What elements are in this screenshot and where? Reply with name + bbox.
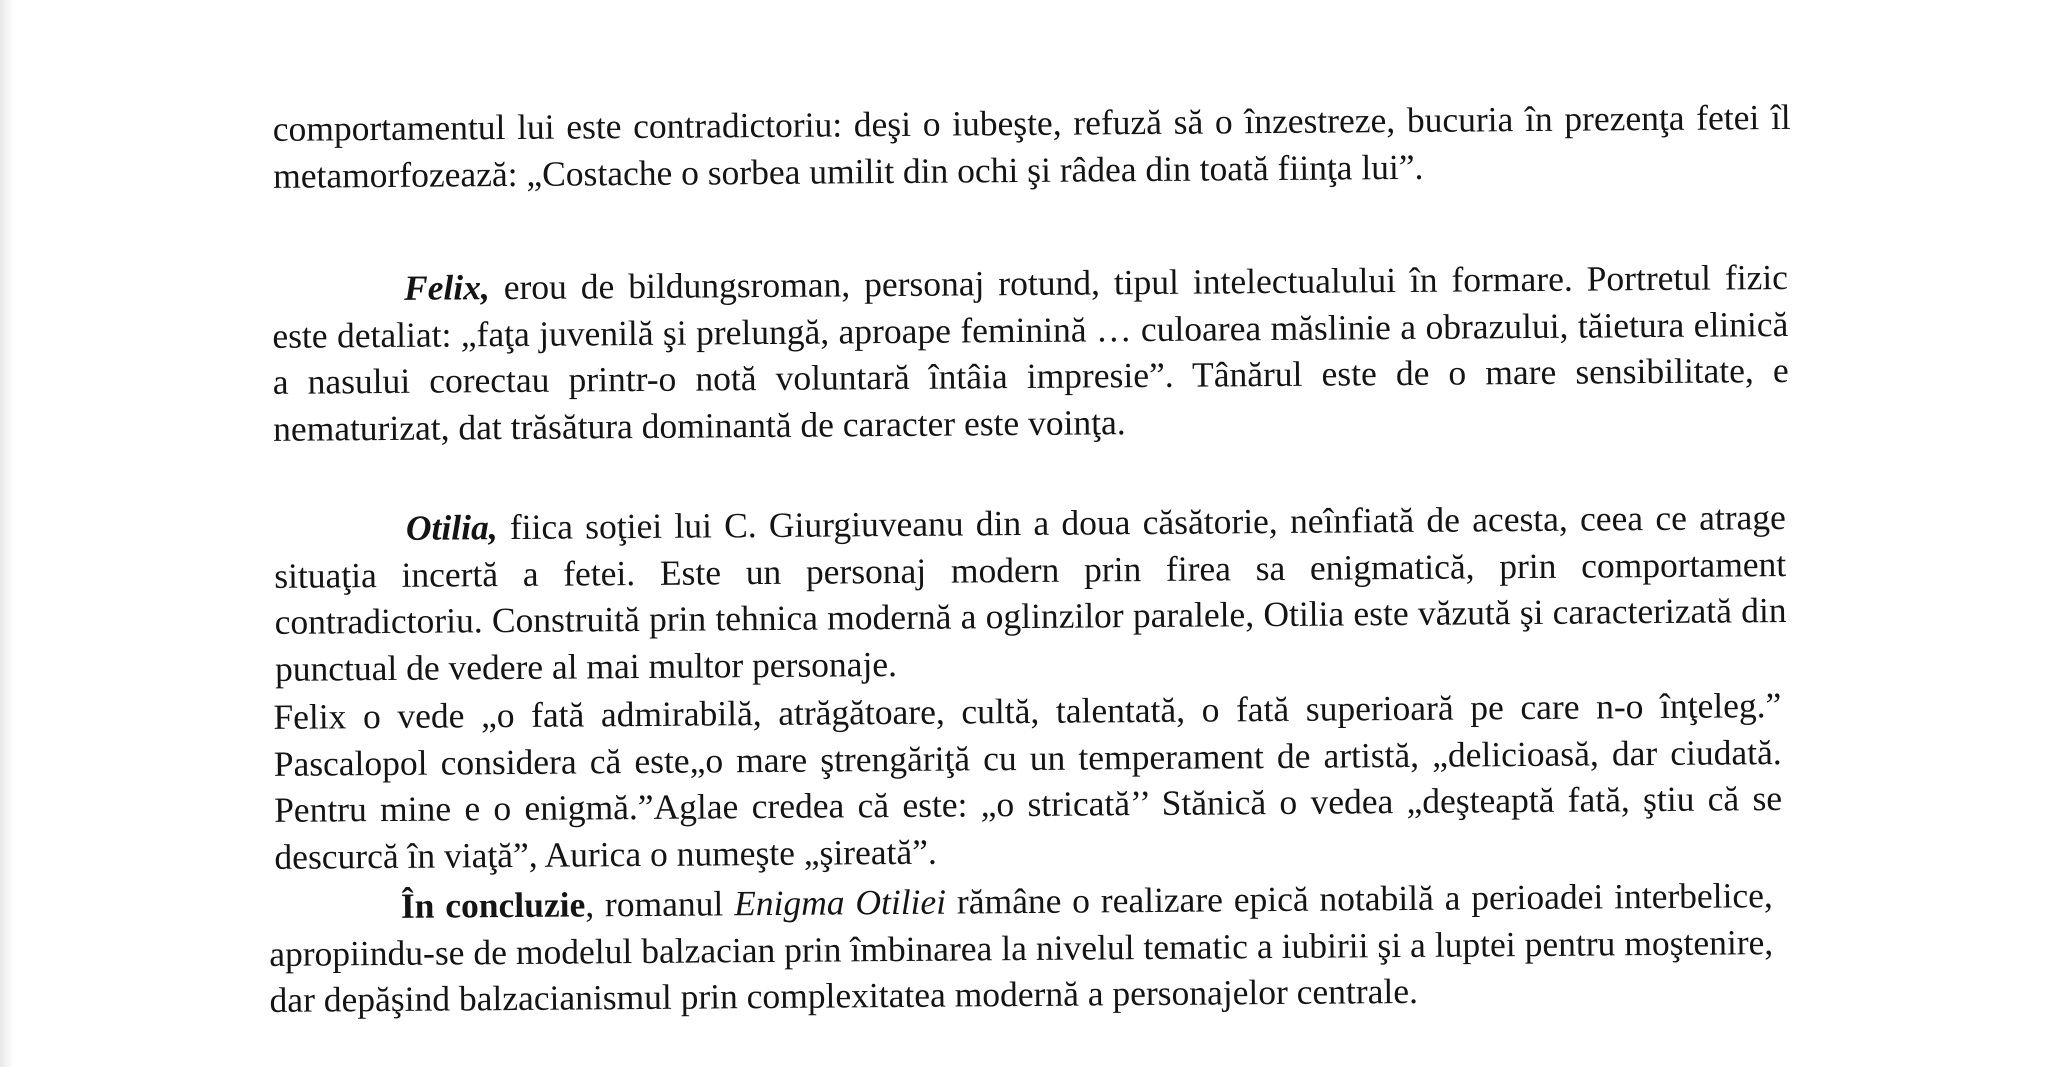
paragraph-text: comportamentul lui este contradictoriu: deşi o iubeşte, refuză să o înzestreze, bucuria în prezenţa fetei îl metamorfozează: „Costache o sorbea umilit din ochi şi râdea din toată fiinţa lui”. <box>272 96 1791 196</box>
paragraph-costache-behavior <box>273 94 1792 199</box>
paragraph-text: Felix o vede „o fată admirabilă, atrăgătoare, cultă, talentată, o fată superioară pe care n-o înţeleg.” Pascalopol considera că este„o mare ştrengăriţă cu un temperament de artistă, „delicioasă, dar ciudată. Pentru mine e o enigmă.”Aglae credea că este: „o stricată’’ Stănică o vedea „deşteaptă fată, ştiu că se descurcă în viaţă”, Aurica o numeşte „şireată”. <box>273 685 1783 877</box>
novel-title: Enigma Otiliei <box>733 881 947 924</box>
paragraph-text: rămâne o realizare epică notabilă a perioadei interbelice, apropiindu-se de modelul balzacian prin îmbinarea la nivelul tematic a iubirii şi a luptei pentru moştenire, dar depăşind balzacianismul prin complexitatea modernă a personajelor centrale. <box>269 875 1774 1020</box>
conclusion-lead: În concluzie <box>400 884 586 926</box>
paragraph-perspectives <box>273 682 1782 880</box>
paragraph-felix <box>272 254 1789 452</box>
paragraph-otilia <box>274 494 1787 692</box>
paragraph-text: erou de bildungsroman, personaj rotund, tipul intelectualului în formare. Portretul fizic este detaliat: „faţa juvenilă şi prelungă, aproape feminină … culoarea măslinie a obrazului, tăietura elinică a nasului corectau printr-o notă voluntară întâia impresie”. Tânărul este de o mare sensibilitate, e nematurizat, dat trăsătura dominantă de caracter este voinţa. <box>272 256 1789 449</box>
character-name-otilia: Otilia, <box>405 507 498 548</box>
paragraph-conclusion <box>269 872 1774 1023</box>
paragraph-text: fiica soţiei lui C. Giurgiuveanu din a doua căsătorie, neînfiată de acesta, ceea ce atrage situaţia incertă a fetei. Este un personaj modern prin firea sa enigmatică, prin comportament contradictoriu. Construită prin tehnica modernă a oglinzilor paralele, Otilia este văzută şi caracterizată din punctual de vedere al mai multor personaje. <box>274 497 1787 689</box>
character-name-felix: Felix, <box>403 267 490 308</box>
conclusion-connector: , romanul <box>585 883 735 925</box>
